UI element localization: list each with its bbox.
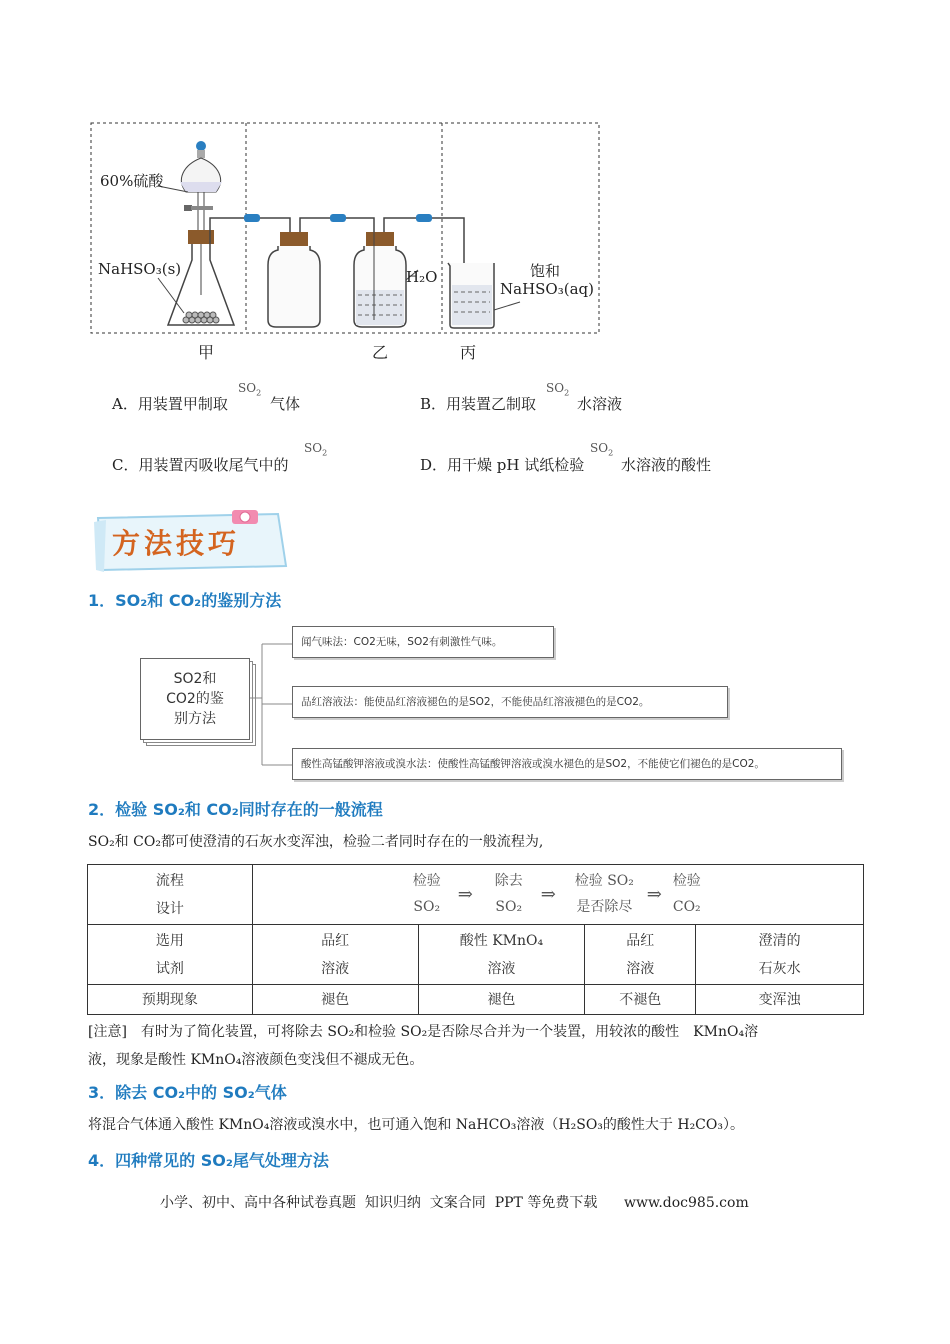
row-label-design: 流程 设计 [88, 865, 253, 925]
reagent-cell-4: 澄清的 石灰水 [696, 925, 864, 985]
flow-step-3: 检验 SO₂ 是否除尽 [574, 872, 634, 915]
identification-diagram [140, 620, 850, 790]
table-row [88, 985, 864, 1015]
section2-heading: 2．检验 SO₂和 CO₂同时存在的一般流程 [88, 800, 383, 819]
method-magenta-text: 品红溶液法：能使品红溶液褪色的是SO2，不能使品红溶液褪色的是CO2。 [301, 696, 650, 708]
option-c-text: C．用装置丙吸收尾气中的 [112, 456, 289, 474]
footer-text: 小学、初中、高中各种试卷真题 知识归纳 文案合同 PPT 等免费下载 www.doc985.com [160, 1195, 749, 1211]
flow-arrow-2: ⇒ [540, 883, 556, 905]
label-water: H₂O [406, 268, 438, 286]
apparatus-diagram [88, 120, 604, 365]
note-line-1: [注意] 有时为了简化装置，可将除去 SO₂和检验 SO₂是否除尽合并为一个装置，用较浓的酸性 KMnO₄溶 [88, 1024, 759, 1040]
flow-step-2: 除去 SO₂ [494, 872, 523, 915]
section3-heading: 3．除去 CO₂中的 SO₂气体 [88, 1083, 287, 1102]
method-node-magenta [292, 686, 728, 718]
root-line-3: 别方法 [174, 711, 216, 727]
row-label-phenomenon: 预期现象 [88, 985, 253, 1015]
root-line-2: CO2的鉴 [166, 691, 224, 707]
table-row [88, 925, 864, 985]
section1-heading: 1．SO₂和 CO₂的鉴别方法 [88, 591, 282, 610]
table-row [88, 865, 864, 925]
flask-jia [158, 141, 234, 325]
section2-note [88, 1018, 758, 1074]
reagent-cell-3: 品红 溶液 [585, 925, 696, 985]
option-b-formula: $SO_2$ [546, 381, 570, 398]
section3-text: 将混合气体通入酸性 KMnO₄溶液或溴水中，也可通入饱和 NaHCO₃溶液（H₂SO₃的酸性大于 H₂CO₃）。 [88, 1117, 744, 1133]
method-node-smell [292, 626, 554, 658]
flow-arrow-3: ⇒ [646, 883, 662, 905]
label-saturated-2: NaHSO₃(aq) [500, 280, 594, 298]
option-a-formula: $SO_2$ [238, 381, 262, 398]
phenomenon-cell-1: 褪色 [252, 985, 418, 1015]
option-a-text: A．用装置甲制取 [112, 395, 228, 413]
option-d-formula: $SO_2$ [590, 441, 614, 458]
flow-table [87, 864, 864, 1015]
label-saturated-1: 饱和 [530, 262, 561, 280]
option-b-tail: 水溶液 [577, 395, 623, 413]
label-solid: NaHSO₃(s) [98, 260, 182, 278]
label-acid: 60%硫酸 [100, 172, 164, 190]
option-c-formula: $SO_2$ [304, 441, 328, 458]
flow-step-4: 检验 CO₂ [672, 872, 701, 915]
phenomenon-cell-2: 褪色 [418, 985, 585, 1015]
section4-heading: 4．四种常见的 SO₂尾气处理方法 [88, 1151, 329, 1170]
apparatus-figure [88, 120, 604, 365]
method-node-permanganate [292, 748, 842, 780]
banner-title: 方法技巧 [112, 527, 241, 560]
note-line-2: 液，现象是酸性 KMnO₄溶液颜色变浅但不褪成无色。 [88, 1052, 424, 1068]
reagent-cell-1: 品红 溶液 [252, 925, 418, 985]
label-device-yi: 乙 [372, 343, 389, 362]
flow-design-cell [252, 865, 863, 925]
flow-arrow-1: ⇒ [457, 883, 473, 905]
flow-step-1: 检验 SO₂ [412, 872, 441, 915]
connector-lines [140, 620, 300, 790]
label-device-jia: 甲 [198, 343, 215, 362]
method-smell-text: 闻气味法：CO2无味，SO2有刺激性气味。 [301, 636, 503, 648]
option-d-tail: 水溶液的酸性 [621, 456, 712, 474]
phenomenon-cell-3: 不褪色 [585, 985, 696, 1015]
method-permanganate-text: 酸性高锰酸钾溶液或溴水法：使酸性高锰酸钾溶液或溴水褪色的是SO2，不能使它们褪色的是CO2。 [301, 758, 765, 770]
row-label-reagent: 选用 试剂 [88, 925, 253, 985]
root-line-1: SO2和 [173, 671, 217, 687]
phenomenon-cell-4: 变浑浊 [696, 985, 864, 1015]
method-banner [92, 508, 290, 574]
label-device-bing: 丙 [460, 343, 477, 362]
option-b-text: B．用装置乙制取 [420, 395, 537, 413]
section2-intro: SO₂和 CO₂都可使澄清的石灰水变浑浊，检验二者同时存在的一般流程为, [88, 834, 544, 850]
option-d-text: D．用干燥 pH 试纸检验 [420, 456, 585, 474]
option-a-tail: 气体 [270, 395, 301, 413]
reagent-cell-2: 酸性 KMnO₄ 溶液 [418, 925, 585, 985]
bottle-empty [268, 232, 320, 327]
